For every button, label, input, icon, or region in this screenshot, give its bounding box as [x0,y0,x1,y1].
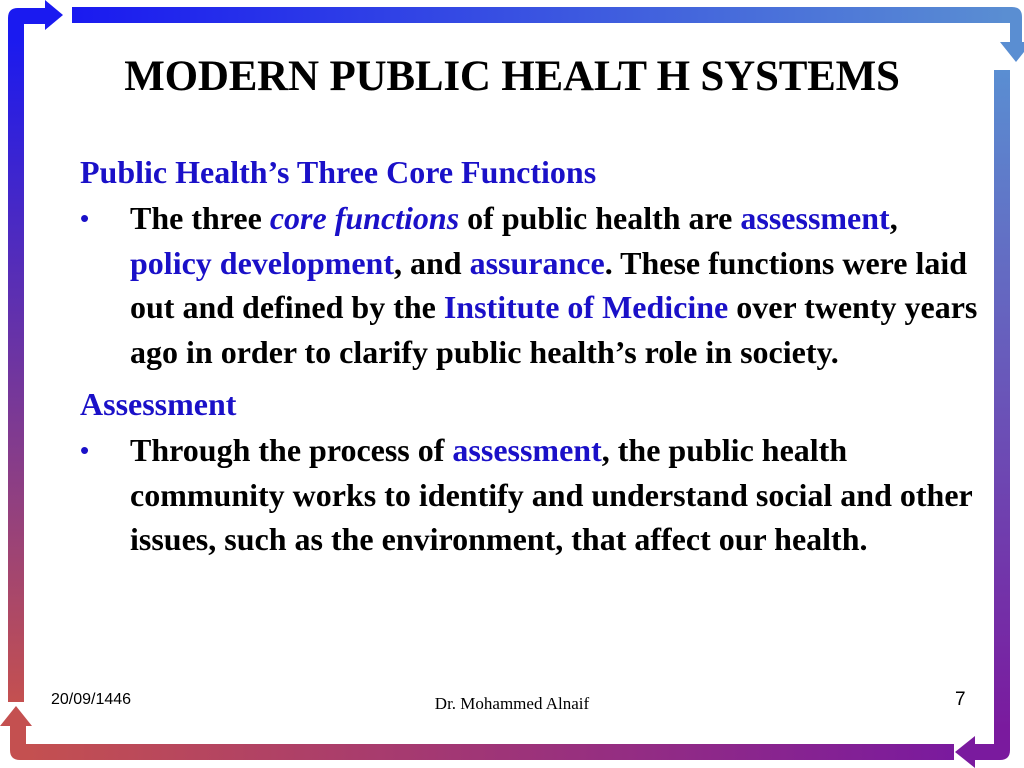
text-run: , the public health community works to identify and understand social and other issues, such as the environment, that affect our health. [130,432,973,557]
slide-content [80,152,980,572]
highlight-core-functions: core functions [269,200,460,236]
slide-title: MODERN PUBLIC HEALT H SYSTEMS [124,53,900,100]
highlight-assurance: assurance [469,244,605,281]
bullet-marker: • [80,435,90,465]
footer-author: Dr. Mohammed Alnaif [434,694,590,713]
text-run: over twenty years ago in order to clarify public health’s role in society. [130,289,978,370]
frame-left-arrow [8,0,63,702]
text-run: Through the process of [130,432,453,468]
frame-bottom-arrow [0,706,954,760]
highlight-assessment: assessment [452,432,602,468]
slide-number: 7 [955,689,966,710]
bullet-text-assessment [130,428,980,562]
section-heading-assessment: Assessment [80,386,237,422]
bullet-marker: • [80,203,90,233]
highlight-assessment: assessment [740,200,890,236]
bullet-text-core-functions [130,196,980,374]
text-run: . These functions were laid out and defined by the [130,244,968,325]
section-heading-core-functions: Public Health’s Three Core Functions [80,154,597,190]
highlight-institute-of-medicine: Institute of Medicine [443,289,729,325]
bullet-item-assessment [80,428,980,562]
footer-date: 20/09/1446 [51,691,132,708]
highlight-policy-development: policy development [130,244,394,281]
text-run: The three [130,200,270,236]
text-run: of public health are [459,200,741,236]
bullet-item-core-functions [80,196,980,374]
text-run: , [889,200,898,236]
text-run: , and [393,244,470,281]
